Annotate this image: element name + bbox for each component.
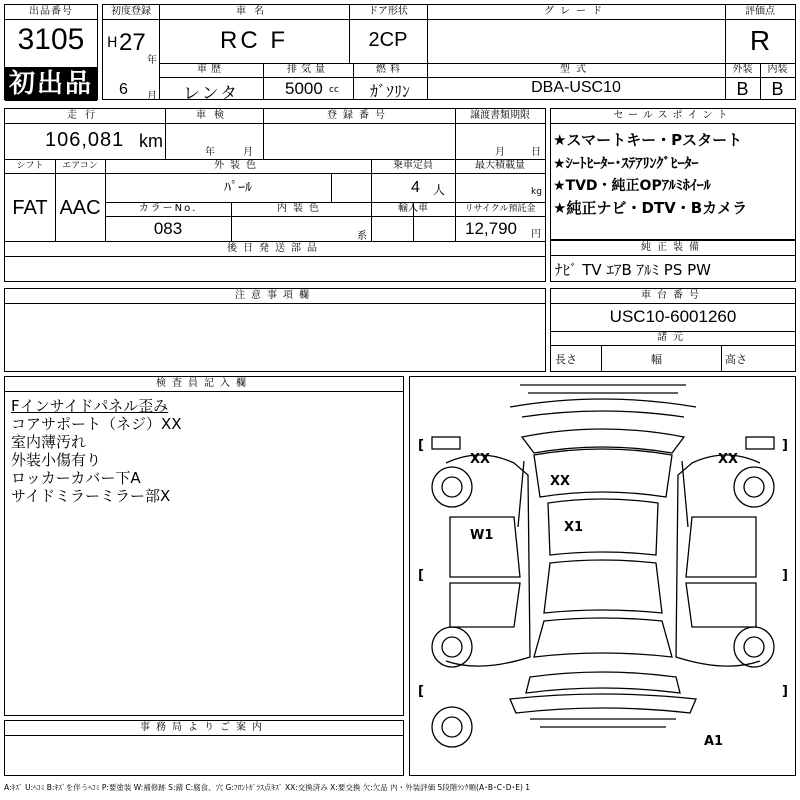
- recycle-label: リサイクル預託金: [464, 204, 536, 214]
- door-type: 2CP: [368, 29, 408, 51]
- later-parts-box: [4, 241, 546, 282]
- damage-mark: XX: [470, 452, 491, 467]
- inspector-line: コアサポート（ネジ）XX: [11, 415, 182, 433]
- damage-mark: A1: [704, 734, 724, 749]
- car-name: RC F: [220, 27, 288, 54]
- length-label: 長さ: [555, 353, 577, 366]
- details-grid: [4, 108, 546, 242]
- reg-number-label: 登録番号: [327, 110, 391, 121]
- color-no: 083: [153, 219, 183, 238]
- transfer-day-unit: 日: [531, 147, 541, 158]
- displacement: 5000: [285, 79, 323, 98]
- history: レンタ: [183, 84, 239, 104]
- height-label: 高さ: [725, 353, 747, 366]
- sales-point-item: ★TVD・純正OPｱﾙﾐﾎｲｰﾙ: [553, 178, 711, 194]
- inspector-line: ロッカーカバー下A: [11, 469, 141, 487]
- score-label: 評価点: [745, 6, 775, 17]
- car-diagram: [409, 376, 796, 776]
- car-name-label: 車名: [236, 6, 272, 17]
- bracket-left: [: [418, 438, 424, 453]
- inspection-year-unit: 年: [205, 147, 215, 158]
- sales-point-item: ★ｼｰﾄﾋｰﾀｰ･ｽﾃｱﾘﾝｸﾞﾋｰﾀｰ: [553, 156, 699, 172]
- fuel-label: 燃料: [376, 64, 404, 75]
- ac: AAC: [59, 197, 101, 219]
- office-box: [4, 720, 404, 776]
- transfer-month-unit: 月: [495, 147, 505, 158]
- inspector-line: サイドミラーミラー部X: [11, 487, 171, 505]
- model: DBA-USC10: [531, 79, 621, 96]
- first-listing-badge: 初出品: [5, 67, 97, 101]
- recycle-amount: 12,790: [465, 219, 517, 238]
- interior-grade: B: [771, 79, 784, 99]
- first-reg-year: 27: [119, 29, 146, 56]
- inspector-line: Fインサイドパネル歪み: [11, 397, 169, 415]
- car-outline: [410, 377, 795, 775]
- mileage-unit: km: [139, 131, 163, 151]
- interior-label: 内装: [767, 64, 788, 75]
- capacity-unit: 人: [433, 183, 446, 197]
- notes-label: 注意事項欄: [235, 290, 315, 301]
- capacity: 4: [411, 179, 420, 196]
- model-label: 型式: [560, 64, 592, 75]
- ac-label: エアコン: [62, 161, 98, 171]
- year-unit: 年: [147, 55, 157, 66]
- equipment-box: [550, 240, 796, 282]
- history-label: 車歴: [197, 64, 225, 75]
- inspector-line: 外装小傷有り: [11, 451, 102, 469]
- bracket-right: ]: [782, 438, 788, 453]
- bracket-left: [: [418, 684, 424, 699]
- damage-mark: XX: [718, 452, 739, 467]
- int-color-label: 内装色: [277, 203, 325, 214]
- ext-color-label: 外装色: [214, 160, 262, 171]
- ext-color: ﾊﾟｰﾙ: [224, 180, 252, 196]
- bracket-left: [: [418, 568, 424, 583]
- shift: FAT: [12, 197, 48, 219]
- int-color-unit: 系: [357, 231, 367, 242]
- inspector-line: 室内薄汚れ: [11, 433, 87, 451]
- lot-number-box: [4, 4, 98, 100]
- first-reg-label: 初度登録: [111, 6, 151, 17]
- inspection-label: 車検: [196, 110, 232, 121]
- damage-mark: XX: [550, 474, 571, 489]
- color-no-label: カラーNo.: [138, 203, 198, 214]
- mileage-label: 走行: [67, 110, 103, 121]
- fuel: ｶﾞｿﾘﾝ: [369, 82, 410, 101]
- legend: A:ｷｽﾞ U:ﾍｺﾐ B:ｷｽﾞを伴うﾍｺﾐ P:要塗装 W:補修跡 S:錆 C:腐食、穴 G:ﾌﾛﾝﾄｶﾞﾗｽ点ｷｽﾞ XX:交換済み X:要交換 欠:欠品 内・外装評価 5段階ﾗﾝｸ順(A･B･C･D･E) 1: [4, 783, 531, 792]
- bracket-right: ]: [782, 684, 788, 699]
- month-unit: 月: [147, 91, 157, 102]
- score: R: [749, 25, 771, 56]
- header-grid: [102, 4, 796, 104]
- inspector-label: 検査員記入欄: [156, 378, 252, 389]
- width-label: 幅: [651, 353, 662, 366]
- later-parts-label: 後日発送部品: [227, 243, 323, 254]
- sales-points-box: [550, 108, 796, 240]
- inspection-month-unit: 月: [243, 147, 253, 158]
- chassis-label: 車台番号: [641, 290, 705, 301]
- max-load-unit: kg: [531, 187, 542, 197]
- office-label: 事務局よりご案内: [140, 722, 268, 733]
- notes-box: [4, 288, 546, 372]
- chassis-box: [550, 288, 796, 372]
- era-letter: H: [107, 35, 118, 51]
- sales-points-label: セールスポイント: [613, 110, 733, 121]
- bracket-right: ]: [782, 568, 788, 583]
- displacement-unit: cc: [329, 85, 339, 95]
- import-label: 輸入車: [398, 203, 428, 214]
- lot-number: 3105: [17, 23, 85, 56]
- first-reg-month: 6: [119, 81, 128, 98]
- mileage: 106,081: [45, 129, 125, 151]
- exterior-label: 外装: [732, 64, 753, 75]
- lot-number-label: 出品番号: [4, 4, 98, 20]
- dimensions-label: 諸元: [657, 332, 689, 343]
- displacement-label: 排気量: [287, 64, 329, 75]
- damage-mark: X1: [564, 520, 584, 535]
- grade-label: グレード: [544, 6, 608, 17]
- chassis-number: USC10-6001260: [609, 307, 737, 326]
- exterior-grade: B: [736, 79, 749, 99]
- equipment-list: ﾅﾋﾞ TV ｴｱB ｱﾙﾐ PS PW: [555, 261, 711, 279]
- recycle-unit: 円: [531, 229, 541, 240]
- max-load-label: 最大積載量: [475, 160, 525, 171]
- capacity-label: 乗車定員: [393, 160, 433, 171]
- door-label: ドア形状: [368, 6, 408, 17]
- equipment-label: 純正装備: [641, 242, 705, 253]
- inspector-box: [4, 376, 404, 716]
- damage-mark: W1: [470, 528, 494, 543]
- transfer-deadline-label: 譲渡書類期限: [470, 110, 530, 121]
- sales-point-item: ★スマートキー・Pスタート: [553, 131, 743, 149]
- shift-label: シフト: [16, 161, 44, 171]
- sales-point-item: ★純正ナビ・DTV・Bカメラ: [553, 199, 748, 217]
